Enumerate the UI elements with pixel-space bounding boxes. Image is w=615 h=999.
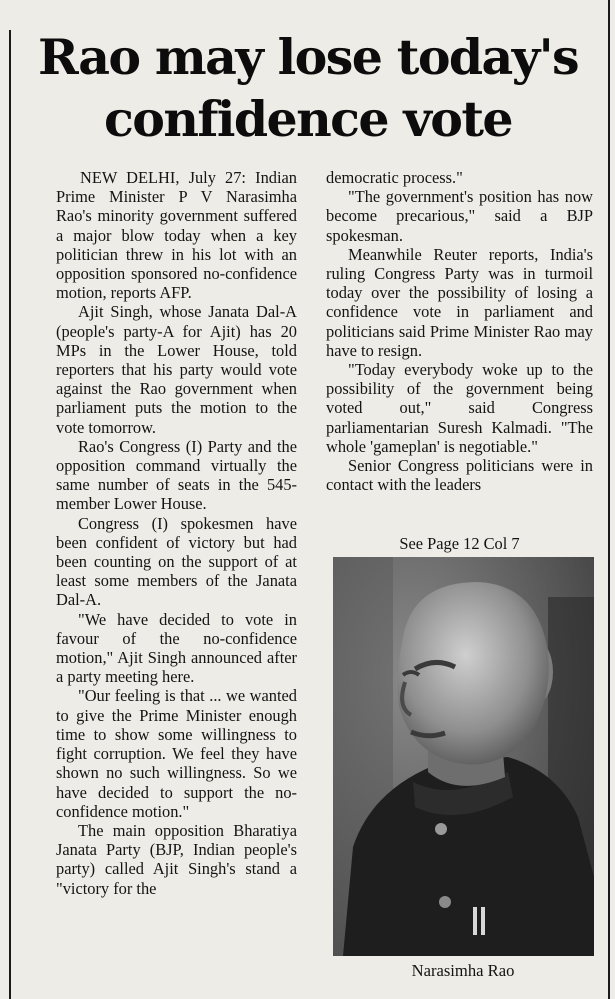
article-paragraph: Meanwhile Reuter reports, India's ruling Congress Party was in turmoil today over the possibility of losing a confidence vote in parliament and politicians said Prime Minister Rao may have to resign.	[326, 244, 593, 360]
portrait-image	[333, 557, 594, 956]
article-paragraph: Ajit Singh, whose Janata Dal-A (people's party-A for Ajit) has 20 MPs in the Lower House, told reporters that his party would vote against the Rao government when parliament puts the motion to the vote tomorrow.	[56, 302, 297, 437]
right-border-rule	[608, 0, 610, 999]
article-paragraph: Senior Congress politicians were in contact with the leaders	[326, 456, 593, 495]
article-paragraph: "Our feeling is that ... we wanted to give the Prime Minister enough time to show some willingness to fight corruption. We feel they have shown no such willingness. So we have decided to support the no-confidence motion."	[56, 686, 297, 821]
headline-line-1: Rao may lose today's	[38, 28, 578, 86]
article-column-left	[56, 168, 297, 898]
continuation-note: See Page 12 Col 7	[399, 534, 520, 553]
article-paragraph: Rao's Congress (I) Party and the opposition command virtually the same number of seats in the 545-member Lower House.	[56, 436, 297, 514]
article-column-right	[326, 168, 593, 494]
left-border-rule	[9, 30, 11, 999]
headline	[16, 26, 600, 150]
article-paragraph: "Today everybody woke up to the possibility of the government being voted out," said Congress parliamentarian Suresh Kalmadi. "The whole 'gameplan' is negotiable."	[326, 360, 593, 456]
article-paragraph: The main opposition Bharatiya Janata Party (BJP, Indian people's party) called Ajit Singh's stand a "victory for the	[56, 820, 297, 898]
article-paragraph: democratic process."	[326, 168, 463, 187]
article-paragraph: Congress (I) spokesmen have been confident of victory but had been counting on the support of at least some members of the Janata Dal-A.	[56, 513, 297, 610]
article-paragraph: "We have decided to vote in favour of the no-confidence motion," Ajit Singh announced after a party meeting here.	[56, 609, 297, 687]
article-paragraph: "The government's position has now become precarious," said a BJP spokesman.	[326, 187, 593, 245]
photo-caption: Narasimha Rao	[411, 961, 515, 980]
portrait-photo	[333, 557, 594, 956]
headline-line-2: confidence vote	[104, 90, 512, 148]
article-paragraph: NEW DELHI, July 27: Indian Prime Minister P V Narasimha Rao's minority government suffered a major blow today when a key politician threw in his lot with an opposition sponsored no-confidence motion, reports AFP.	[56, 168, 297, 303]
